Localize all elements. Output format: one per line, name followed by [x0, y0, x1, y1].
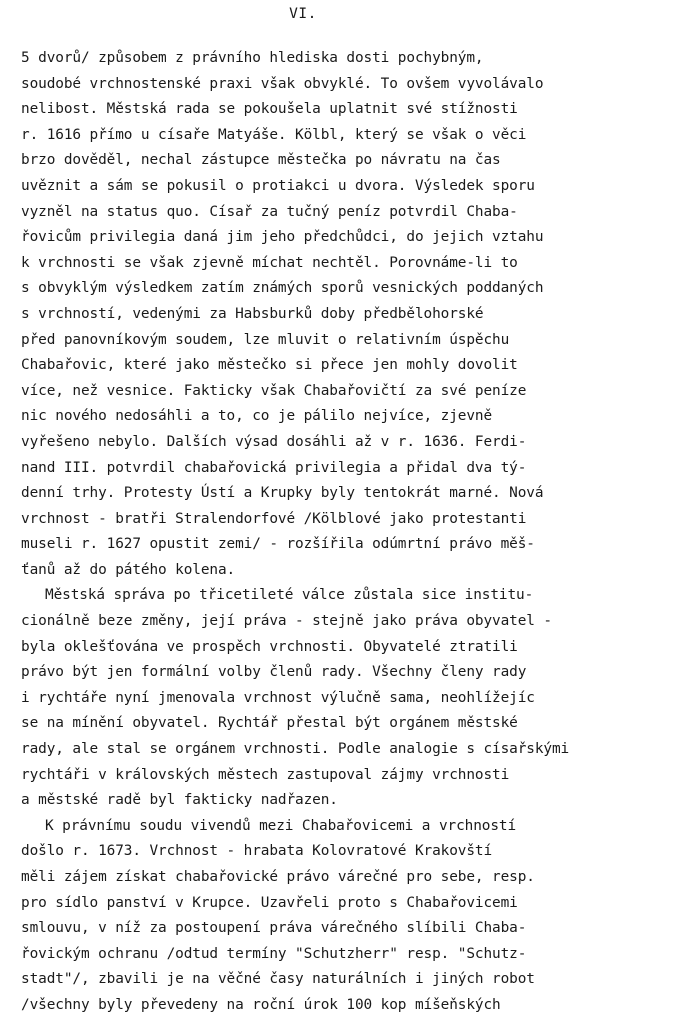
text-line: soudobé vrchnostenské praxi však obvyklé. To ovšem vyvolávalo	[21, 75, 544, 92]
paragraph-2	[21, 583, 681, 813]
text-line: cionálně beze změny, její práva - stejně jako práva obyvatel -	[21, 613, 552, 630]
text-line: rychtáři v královských městech zastupoval zájmy vrchnosti	[21, 766, 510, 783]
text-line: vrchnost - bratři Stralendorfové /Kölblové jako protestanti	[21, 510, 527, 527]
text-line: brzo dověděl, nechal zástupce městečka po návratu na čas	[21, 152, 501, 169]
text-line: museli r. 1627 opustit zemi/ - rozšířila odúmrtní právo měš-	[21, 536, 535, 553]
text-line: pro sídlo panství v Krupce. Uzavřeli proto s Chabařovicemi	[21, 894, 518, 911]
text-line: stadt"/, zbavili je na věčné časy naturálních i jiných robot	[21, 971, 535, 988]
paragraph-3	[21, 814, 681, 1019]
text-line: řovickým ochranu /odtud termíny "Schutzherr" resp. "Schutz-	[21, 945, 527, 962]
text-line: rady, ale stal se orgánem vrchnosti. Podle analogie s císařskými	[21, 741, 570, 758]
text-line: nic nového nedosáhli a to, co je pálilo nejvíce, zjevně	[21, 408, 493, 425]
text-line: měli zájem získat chabařovické právo várečné pro sebe, resp.	[21, 869, 535, 885]
text-line: Městská správa po třicetileté válce zůstala sice institu-	[45, 587, 534, 604]
text-line: řovicům privilegia daná jim jeho předchůdci, do jejich vztahu	[21, 229, 544, 246]
text-line: vyřešeno nebylo. Dalších výsad dosáhli až v r. 1636. Ferdi-	[21, 433, 527, 450]
text-line: uvěznit a sám se pokusil o protiakci u dvora. Výsledek sporu	[21, 177, 535, 194]
text-line: nelibost. Městská rada se pokoušela uplatnit své stížnosti	[21, 101, 518, 118]
paragraph-1	[21, 46, 681, 583]
text-line: právo být jen formální volby členů rady. Všechny členy rady	[21, 664, 527, 681]
text-line: Chabařovic, které jako městečko si přece jen mohly dovolit	[21, 357, 518, 374]
text-line: ťanů až do pátého kolena.	[21, 561, 236, 578]
text-line: před panovníkovým soudem, lze mluvit o relativním úspěchu	[21, 331, 510, 348]
text-line: /všechny byly převedeny na roční úrok 100 kop míšeňských	[21, 996, 501, 1013]
text-line: se na mínění obyvatel. Rychtář přestal být orgánem městské	[21, 715, 518, 732]
text-line: K právnímu soudu vivendů mezi Chabařovicemi a vrchností	[45, 817, 517, 834]
text-line: denní trhy. Protesty Ústí a Krupky byly tentokrát marné. Nová	[21, 485, 544, 502]
text-line: došlo r. 1673. Vrchnost - hrabata Kolovratové Krakovští	[21, 843, 493, 860]
text-line: více, než vesnice. Fakticky však Chabařovičtí za své peníze	[21, 382, 527, 399]
text-line: vyzněl na status quo. Císař za tučný peníz potvrdil Chaba-	[21, 203, 518, 220]
text-line: s obvyklým výsledkem zatím známých sporů vesnických poddaných	[21, 280, 544, 297]
text-line: nand III. potvrdil chabařovická privilegia a přidal dva tý-	[21, 459, 527, 476]
page-number: VI.	[289, 6, 317, 22]
text-line: smlouvu, v níž za postoupení práva várečného slíbili Chaba-	[21, 920, 527, 937]
text-line: s vrchností, vedenými za Habsburků doby předbělohorské	[21, 305, 484, 322]
text-line: a městské radě byl fakticky nadřazen.	[21, 792, 338, 809]
body-text	[21, 46, 681, 1019]
text-line: i rychtáře nyní jmenovala vrchnost výlučně sama, neohlížejíc	[21, 689, 535, 706]
text-line: 5 dvorů/ způsobem z právního hlediska dosti pochybným,	[21, 50, 484, 66]
text-line: r. 1616 přímo u císaře Matyáše. Kölbl, který se však o věci	[21, 126, 527, 143]
text-line: byla oklešťována ve prospěch vrchnosti. Obyvatelé ztratili	[21, 638, 518, 655]
text-line: k vrchnosti se však zjevně míchat nechtěl. Porovnáme-li to	[21, 254, 518, 271]
